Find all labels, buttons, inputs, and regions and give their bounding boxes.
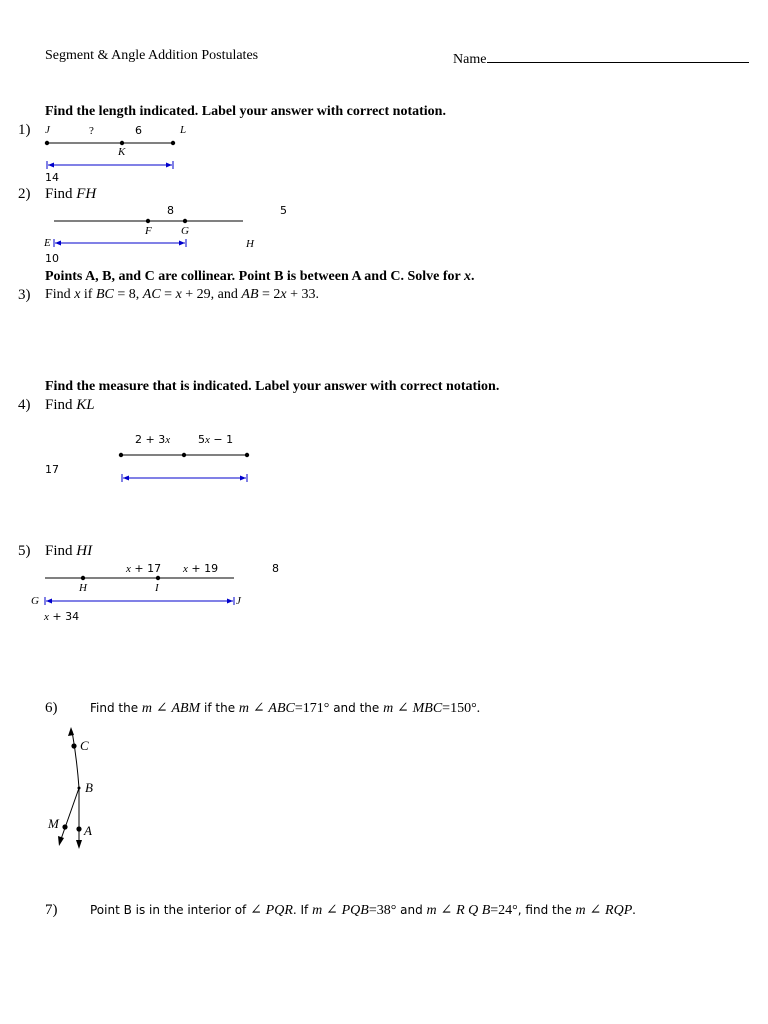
- p4-point-mid: [182, 453, 186, 457]
- p6-text-1: Find the: [90, 701, 142, 715]
- problem6-number: 6): [45, 700, 58, 716]
- p4-find-var: KL: [76, 397, 95, 413]
- p7-text-2: . If: [292, 903, 313, 917]
- p5-find-var: HI: [76, 543, 93, 559]
- p6-value-mbc: =150°: [442, 701, 477, 716]
- problem6-prompt: [90, 700, 480, 717]
- p5-hi-rest: + 17: [130, 562, 162, 575]
- p6-point-b: [78, 787, 81, 790]
- p2-label-h: H: [246, 238, 254, 250]
- p4-right-var: x: [205, 434, 210, 446]
- p5-total-rest: + 34: [48, 610, 80, 623]
- p6-ray-bc: [72, 731, 79, 788]
- p6-angle-abc: ABC: [268, 701, 295, 716]
- p6-label-c: C: [80, 738, 89, 753]
- p6-text-4: and the: [329, 701, 384, 715]
- p5-label-h: H: [79, 582, 87, 594]
- p6-label-m: M: [48, 816, 59, 831]
- p2-label-e: E: [44, 237, 51, 249]
- problem5-number: 5): [18, 543, 31, 559]
- section2-instruction-text: Points A, B, and C are collinear. Point B is between A and C. Solve for: [45, 269, 464, 284]
- problem3-number: 3): [18, 287, 31, 303]
- p1-label-k: K: [118, 146, 126, 158]
- p4-left-var: x: [165, 434, 171, 446]
- problem7-prompt: [90, 902, 636, 919]
- p2-label-fg-length: 8: [167, 204, 174, 217]
- p3-var-5: AB: [241, 287, 259, 302]
- p3-text-6: = 2: [258, 287, 281, 302]
- p3-text-3: = 8,: [113, 287, 143, 302]
- p4-right-const: − 1: [209, 433, 234, 446]
- p6-label-b: B: [85, 780, 93, 795]
- section1-instruction: Find the length indicated. Label your answer with correct notation.: [45, 104, 446, 119]
- p7-angle-rqp: RQP: [605, 903, 633, 918]
- p5-measure-arrow: [45, 597, 234, 605]
- p4-label-right-length: [198, 433, 233, 446]
- p5-find-text: Find: [45, 543, 77, 559]
- p3-var-1: x: [74, 287, 81, 302]
- p5-label-ij-length: [183, 562, 218, 575]
- p5-point-h: [81, 576, 85, 580]
- p7-value-pqb: =38°: [368, 903, 397, 918]
- p6-angle-symbol-1: ∠: [155, 701, 168, 716]
- p3-text-5: + 29, and: [181, 287, 242, 302]
- p2-label-g: G: [181, 225, 189, 237]
- p5-label-total: [44, 610, 79, 623]
- name-label: Name: [453, 52, 487, 67]
- p6-value-abc: =171°: [294, 701, 330, 716]
- p6-ray-bc-arrowhead: [68, 727, 74, 736]
- p1-label-unknown: ?: [89, 125, 94, 137]
- section2-instruction-end: .: [471, 269, 475, 284]
- p4-point-right: [245, 453, 249, 457]
- p4-label-left-length: [135, 433, 170, 446]
- p1-point-l: [171, 141, 175, 145]
- p1-label-kl-length: 6: [135, 124, 142, 137]
- problem5-prompt: [45, 543, 92, 560]
- p7-text-6: , find the: [517, 903, 576, 917]
- p6-angle-figure: [58, 727, 82, 849]
- p5-hi-var: x: [126, 563, 131, 575]
- p2-measure-arrow: [54, 239, 186, 247]
- p6-measure-2: m: [238, 701, 250, 716]
- p7-angle-symbol-2: ∠: [326, 903, 338, 918]
- p6-text-2: if the: [200, 701, 239, 715]
- p6-ray-ba-arrowhead: [76, 840, 82, 849]
- p2-label-total: 10: [45, 252, 59, 265]
- worksheet-title: Segment & Angle Addition Postulates: [45, 48, 259, 63]
- p3-text-7: + 33.: [286, 287, 320, 302]
- p4-right-coef: 5: [198, 433, 205, 446]
- p7-value-rqb: =24°: [490, 903, 518, 918]
- p5-total-var: x: [44, 611, 49, 623]
- p7-angle-pqr: PQR: [265, 903, 293, 918]
- p7-measure-3: m: [575, 903, 586, 918]
- p7-angle-rqb: R Q B: [456, 903, 491, 918]
- p6-label-a: A: [84, 823, 92, 838]
- section2-instruction: [45, 269, 475, 285]
- p5-point-i: [156, 576, 160, 580]
- section2-instruction-var: x: [464, 269, 471, 284]
- p5-label-eight: 8: [272, 562, 279, 575]
- p1-label-j: J: [45, 124, 50, 136]
- p7-angle-pqb: PQB: [341, 903, 369, 918]
- p7-angle-symbol-1: ∠: [250, 903, 262, 918]
- p6-measure-1: m: [141, 701, 153, 716]
- p5-label-i: I: [155, 582, 159, 594]
- p7-angle-symbol-3: ∠: [440, 903, 453, 918]
- p3-text-2: if: [80, 287, 96, 302]
- p6-point-m: [62, 824, 67, 829]
- p2-point-g: [183, 219, 187, 223]
- p4-point-left: [119, 453, 123, 457]
- p3-var-4: x: [175, 287, 182, 302]
- p3-text-4: =: [160, 287, 176, 302]
- p5-label-j: J: [236, 595, 241, 607]
- p1-measure-arrow: [47, 161, 173, 169]
- p6-ray-bm-arrowhead: [58, 836, 64, 846]
- p2-find-text: Find: [45, 186, 77, 202]
- p6-ray-bm: [60, 788, 79, 842]
- p6-angle-symbol-2: ∠: [252, 701, 265, 716]
- problem4-number: 4): [18, 397, 31, 413]
- p6-angle-symbol-3: ∠: [397, 701, 409, 716]
- p7-text-4: and: [396, 903, 427, 917]
- problem2-prompt: [45, 186, 96, 203]
- p1-point-k: [120, 141, 124, 145]
- p4-label-total: 17: [45, 463, 59, 476]
- p2-label-gh-length: 5: [280, 204, 287, 217]
- problem3-prompt: [45, 287, 319, 303]
- section3-instruction: Find the measure that is indicated. Label your answer with correct notation.: [45, 379, 500, 394]
- p4-find-text: Find: [45, 397, 77, 413]
- p1-point-j: [45, 141, 49, 145]
- p5-label-hi-length: [126, 562, 161, 575]
- p3-var-2: BC: [95, 287, 114, 302]
- p5-ij-var: x: [183, 563, 188, 575]
- problem2-number: 2): [18, 186, 31, 202]
- p7-text-end: .: [632, 903, 636, 918]
- p6-point-a: [76, 826, 81, 831]
- p7-measure-2: m: [426, 903, 437, 918]
- p2-find-var: FH: [76, 186, 97, 202]
- p6-measure-3: m: [383, 701, 394, 716]
- p2-point-f: [146, 219, 150, 223]
- p6-point-c: [71, 743, 76, 748]
- p3-var-6: x: [280, 287, 287, 302]
- p6-angle-abm: ABM: [171, 701, 201, 716]
- p4-measure-arrow: [122, 474, 247, 482]
- p7-text-1: Point B is in the interior of: [90, 903, 251, 917]
- p3-text-1: Find: [45, 287, 75, 302]
- p7-angle-symbol-4: ∠: [589, 903, 602, 918]
- p2-label-f: F: [145, 225, 152, 237]
- p6-angle-mbc: MBC: [412, 701, 443, 716]
- p4-left-const: 2 + 3: [135, 433, 166, 446]
- problem7-number: 7): [45, 902, 58, 918]
- p6-text-end: .: [476, 701, 481, 716]
- p3-var-3: AC: [142, 287, 161, 302]
- p7-measure-1: m: [312, 903, 323, 918]
- p5-label-g: G: [31, 595, 39, 607]
- p1-label-total: 14: [45, 171, 59, 184]
- problem1-number: 1): [18, 122, 31, 138]
- problem4-prompt: [45, 397, 95, 414]
- p5-ij-rest: + 19: [187, 562, 219, 575]
- p1-label-l: L: [180, 124, 187, 136]
